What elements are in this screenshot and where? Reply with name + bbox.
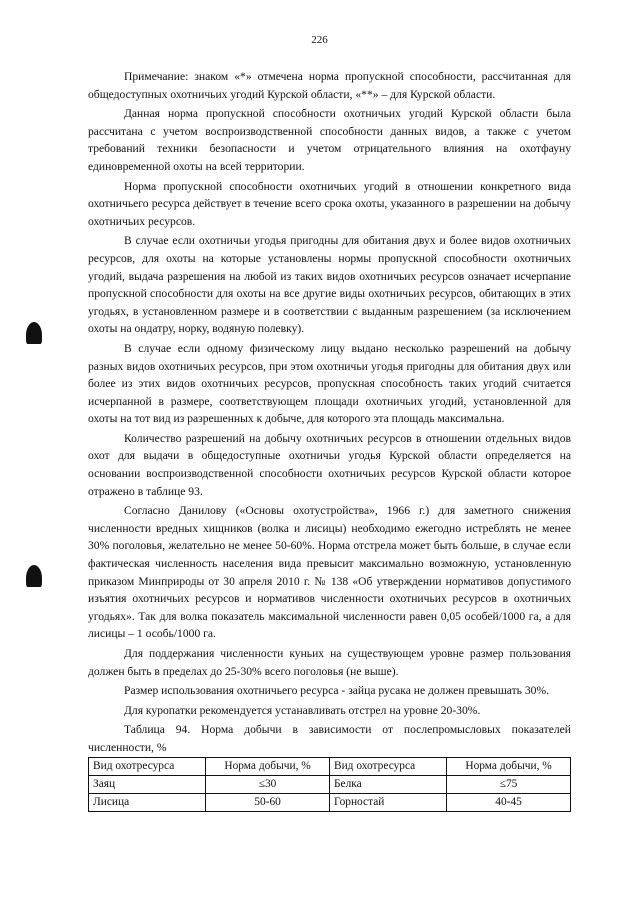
paragraph: Для поддержания численности куньих на существующем уровне размер пользования должен быть в пределах до 25-30% всего поголовья (не выше). [88, 647, 571, 678]
species-cell: Лисица [89, 793, 206, 811]
page-number: 226 [311, 34, 328, 46]
page-body [88, 68, 571, 812]
norm-cell: ≤75 [447, 775, 571, 793]
binder-hole-mark [26, 322, 42, 344]
table-header-row [89, 757, 571, 775]
column-header-norm: Норма добычи, % [206, 757, 330, 775]
table-caption: Таблица 94. Норма добычи в зависимости от послепромысловых показателей численности, % [88, 723, 571, 754]
table-row [89, 793, 571, 811]
paragraph: Количество разрешений на добычу охотничьих ресурсов в отношении отдельных видов охот для выдачи в общедоступные охотничьи угодья Курской области определяется на основании воспроизводственной способности охотничьих ресурсов Курской области которое отражено в таблице 93. [88, 431, 571, 498]
species-cell: Заяц [89, 775, 206, 793]
paragraph: Размер использования охотничьего ресурса - зайца русака не должен превышать 30%. [124, 684, 550, 698]
paragraph: В случае если охотничьи угодья пригодны для обитания двух и более видов охотничьих ресурсов, для охоты на которые установлены нормы пропускной способности охотничьих угодий, выдача разрешения на любой из таких видов охотничьих ресурсов означает исчерпание пропускной способности для охоты на все другие виды охотничьих ресурсов, обитающих в этих угодьях, в установленном размере и в соответствии с выданным разрешением (за исключением охоты на ондатру, норку, водяную полевку). [88, 234, 571, 336]
table-row [89, 775, 571, 793]
norm-cell: 50-60 [206, 793, 330, 811]
harvest-norms-table [88, 757, 571, 812]
binder-hole-mark [26, 565, 42, 587]
column-header-species: Вид охотресурса [329, 757, 446, 775]
paragraph: Согласно Данилову («Основы охотустройства», 1966 г.) для заметного снижения численности вредных хищников (волка и лисицы) необходимо ежегодно истреблять не менее 30% поголовья, желательно не менее 50-60%. Норма отстрела может быть больше, в случае если фактическая численность населения вида превысит максимально возможную, установленную приказом Минприроды от 30 апреля 2010 г. № 138 «Об утверждении нормативов допустимого изъятия охотничьих ресурсов и нормативов численности охотничьих ресурсов в охотничьих угодьях». Так для волка показатель максимальной численности равен 0,05 особей/1000 га, а для лисицы – 1 особь/1000 га. [88, 504, 571, 641]
species-cell: Белка [329, 775, 446, 793]
note-paragraph: Примечание: знаком «*» отмечена норма пропускной способности, рассчитанная для общедоступных охотничьих угодий Курской области, «**» – для Курской области. [88, 70, 571, 101]
column-header-species: Вид охотресурса [89, 757, 206, 775]
paragraph: Данная норма пропускной способности охотничьих угодий Курской области была рассчитана с учетом воспроизводственной способности данных видов, а также с учетом требований техники безопасности и учетом отрицательного влияния на охотфауну единовременной охоты на всей территории. [88, 107, 571, 173]
paragraph: В случае если одному физическому лицу выдано несколько разрешений на добычу разных видов охотничьих ресурсов, при этом охотничьи угодья пригодны для обитания двух или более из этих видов охотничьих ресурсов, пропускная способность таких угодий считается исчерпанной в размере, соответствующем площади охотничьих угодий, установленной для охоты на тот вид из разрешенных к добыче, для которого эта площадь максимальна. [88, 341, 571, 426]
norm-cell: 40-45 [447, 793, 571, 811]
paragraph: Норма пропускной способности охотничьих угодий в отношении конкретного вида охотничьего ресурса действует в течение всего срока охоты, указанного в разрешении на добычу охотничьих ресурсов. [88, 179, 571, 228]
paragraph: Для куропатки рекомендуется устанавливать отстрел на уровне 20-30%. [124, 703, 481, 717]
norm-cell: ≤30 [206, 775, 330, 793]
column-header-norm: Норма добычи, % [447, 757, 571, 775]
species-cell: Горностай [329, 793, 446, 811]
